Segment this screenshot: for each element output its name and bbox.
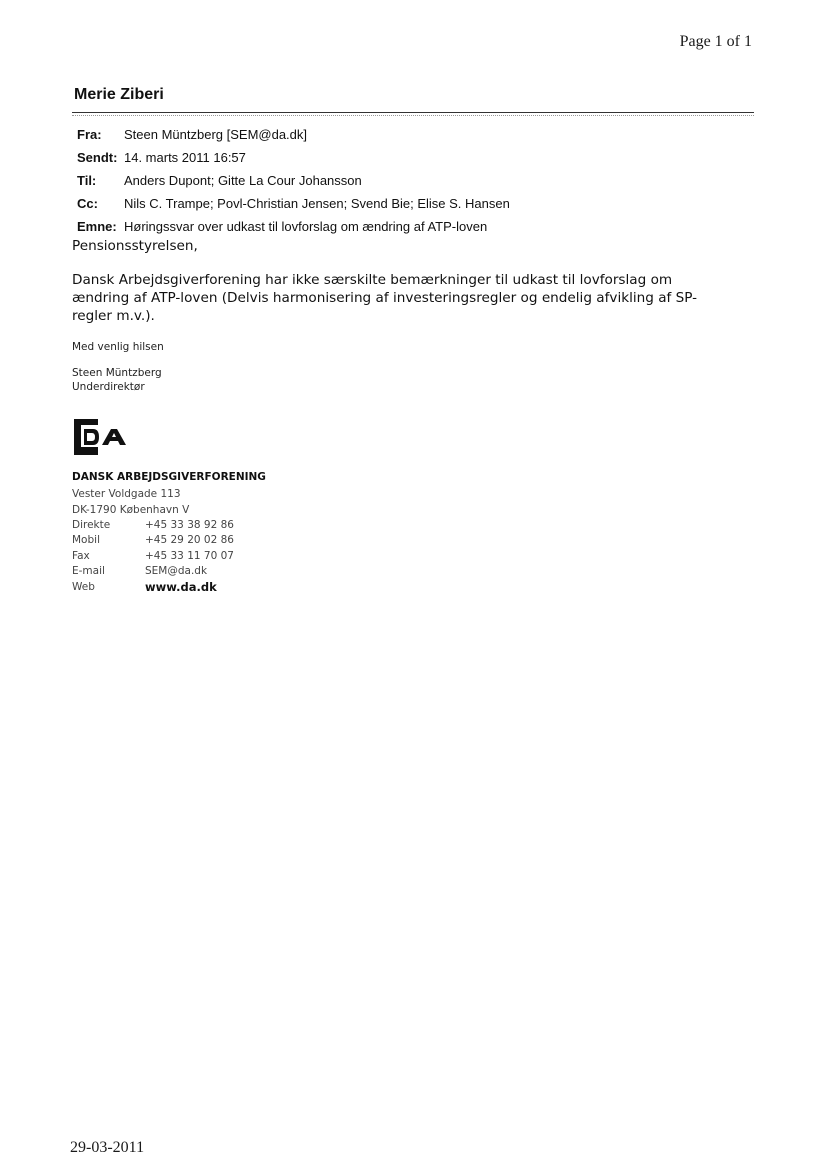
header-label: Cc: xyxy=(77,196,98,211)
contact-label: Web xyxy=(72,580,95,593)
header-row-cc xyxy=(77,192,510,215)
organization-name: DANSK ARBEJDSGIVERFORENING xyxy=(72,471,266,483)
header-value: 14. marts 2011 16:57 xyxy=(124,150,246,165)
contact-label: Direkte xyxy=(72,518,111,531)
contact-value: +45 33 11 70 07 xyxy=(145,549,234,562)
signature xyxy=(72,366,162,394)
contact-label: Fax xyxy=(72,549,90,562)
paragraph-line: Dansk Arbejdsgiverforening har ikke særskilte bemærkninger til udkast til lovforslag om xyxy=(72,272,673,288)
paragraph-line: ændring af ATP-loven (Delvis harmonisering af investeringsregler og endelig afvikling af SP- xyxy=(72,290,698,306)
email-link[interactable]: SEM@da.dk xyxy=(145,565,208,578)
greeting: Pensionsstyrelsen, xyxy=(72,238,198,254)
contact-block xyxy=(72,517,234,595)
logo-text: DA xyxy=(114,453,116,454)
contact-value: +45 29 20 02 86 xyxy=(145,534,234,547)
paragraph-line: regler m.v.). xyxy=(72,308,155,324)
header-value: Steen Müntzberg [SEM@da.dk] xyxy=(124,127,308,142)
contact-value: +45 33 38 92 86 xyxy=(145,518,234,531)
header-divider xyxy=(72,112,754,113)
contact-row-direct xyxy=(72,517,234,533)
body-paragraph xyxy=(72,271,732,325)
header-row-from xyxy=(77,123,510,146)
contact-row-web xyxy=(72,579,234,595)
signature-name: Steen Müntzberg xyxy=(72,367,162,379)
header-value: Anders Dupont; Gitte La Cour Johansson xyxy=(124,173,362,188)
email-header xyxy=(77,123,510,238)
header-row-sent xyxy=(77,146,510,169)
footer-date: 29-03-2011 xyxy=(70,1139,145,1156)
header-label: Fra: xyxy=(77,127,102,142)
address-line: Vester Voldgade 113 xyxy=(72,488,181,500)
contact-row-fax xyxy=(72,548,234,564)
header-row-to xyxy=(77,169,510,192)
header-divider-dotted xyxy=(72,115,754,116)
web-link[interactable]: www.da.dk xyxy=(145,579,217,594)
contact-row-email xyxy=(72,564,234,580)
closing: Med venlig hilsen xyxy=(72,341,164,353)
page-number: Page 1 of 1 xyxy=(679,33,752,50)
recipient-name: Merie Ziberi xyxy=(74,86,164,103)
organization-address xyxy=(72,487,189,518)
header-label: Sendt: xyxy=(77,150,118,165)
header-value: Høringssvar over udkast til lovforslag om ændring af ATP-loven xyxy=(124,219,488,234)
signature-title: Underdirektør xyxy=(72,381,145,393)
contact-label: E-mail xyxy=(72,565,105,578)
contact-label: Mobil xyxy=(72,534,100,547)
address-line: DK-1790 København V xyxy=(72,503,190,516)
contact-row-mobile xyxy=(72,533,234,549)
header-value: Nils C. Trampe; Povl-Christian Jensen; Svend Bie; Elise S. Hansen xyxy=(124,196,510,211)
header-row-subject xyxy=(77,215,510,238)
da-logo xyxy=(72,417,142,457)
header-label: Emne: xyxy=(77,219,117,234)
header-label: Til: xyxy=(77,173,97,188)
